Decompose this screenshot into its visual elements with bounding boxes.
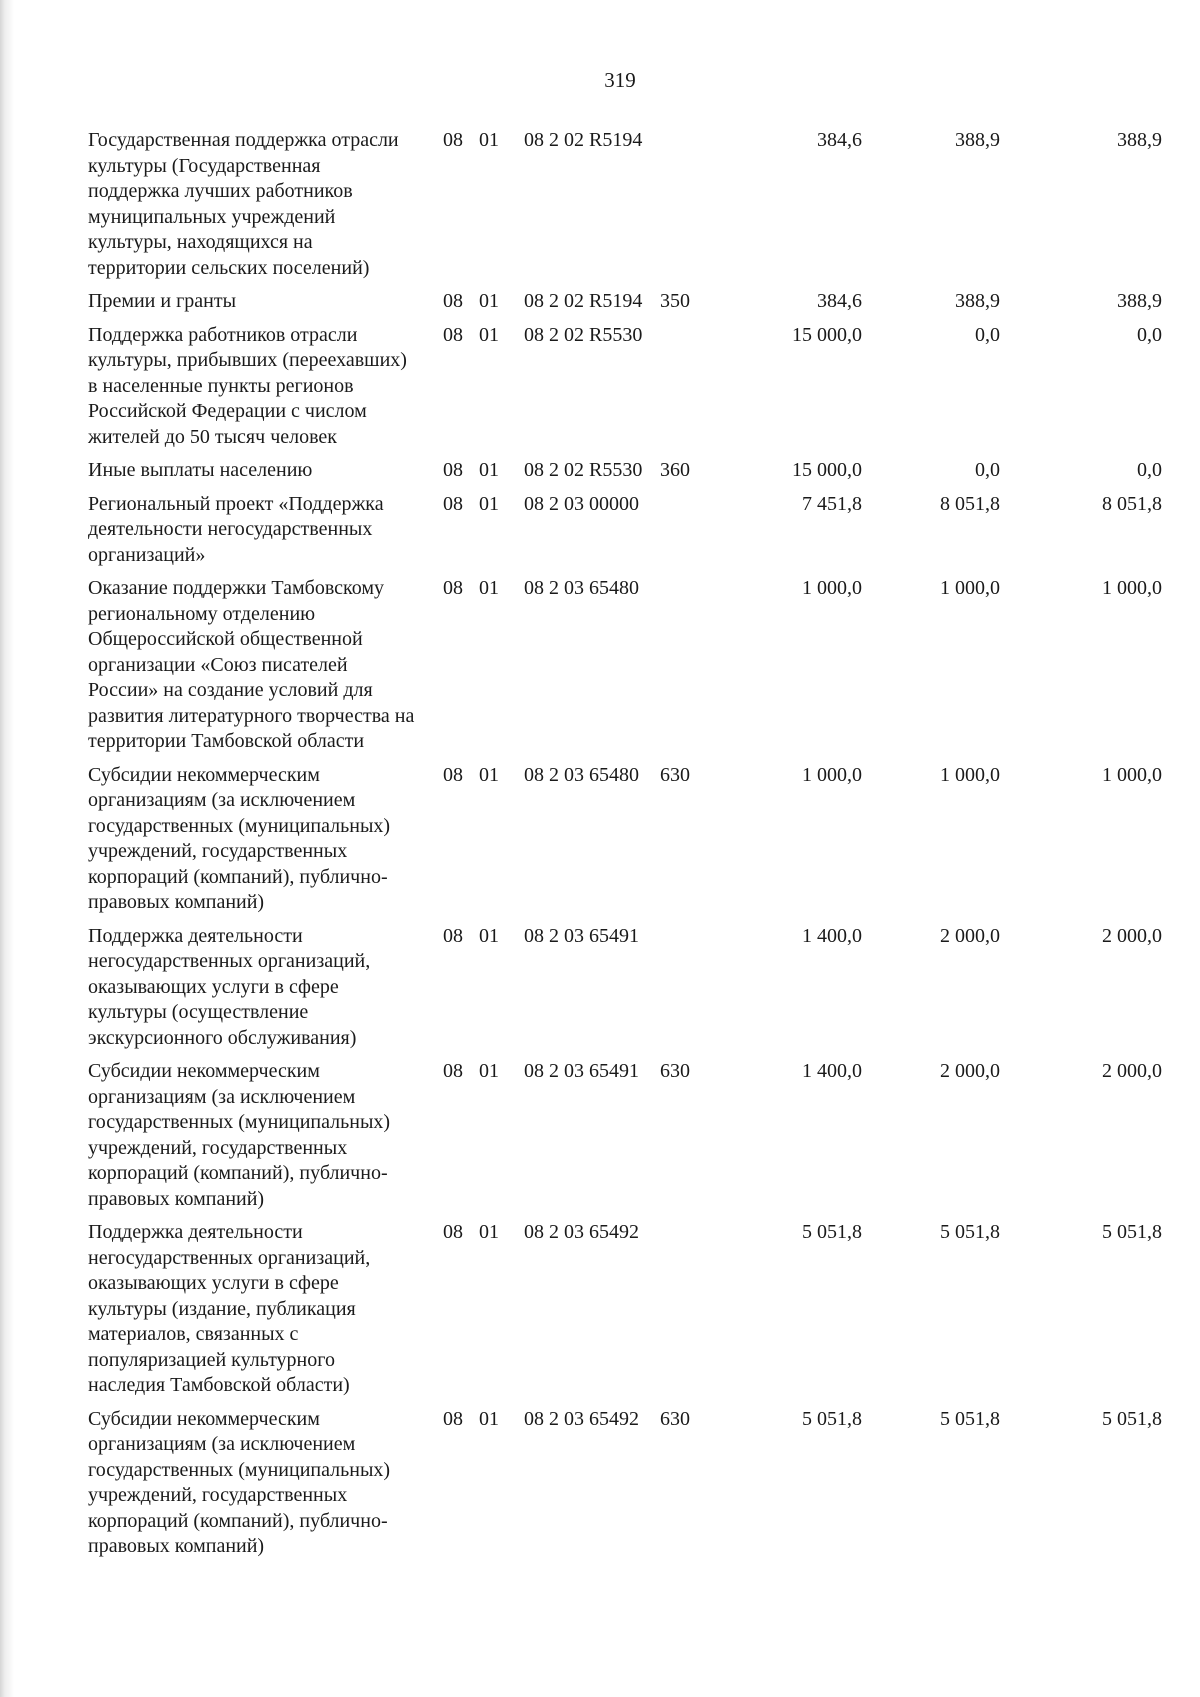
table-row bbox=[88, 458, 1162, 492]
row-expense-type-code bbox=[660, 492, 708, 577]
row-amount-year-1: 1 000,0 bbox=[802, 577, 862, 599]
row-name: Оказание поддержки Тамбовскому региональному отделению Общероссийской общественной организации «Союз писателей России» на создание условий для развития литературного творчества на территории Тамбовской области bbox=[88, 577, 415, 752]
row-subsection-code: 01 bbox=[479, 1221, 499, 1243]
row-name: Субсидии некоммерческим организациям (за исключением государственных (муниципальных) учреждений, государственных корпораций (компаний), публично- правовых компаний) bbox=[88, 1407, 391, 1557]
row-amount-year-3: 388,9 bbox=[1117, 290, 1162, 312]
row-subsection-code: 01 bbox=[479, 290, 499, 312]
row-amount-year-2: 1 000,0 bbox=[940, 577, 1000, 599]
row-target-article-code: 08 2 02 R5530 bbox=[524, 323, 643, 346]
row-amount-year-1: 7 451,8 bbox=[802, 492, 862, 515]
row-name: Поддержка деятельности негосударственных организаций, оказывающих услуги в сфере культуры (издание, публикация материалов, связанных с популяризацией культурного наследия Тамбовской области) bbox=[88, 1221, 371, 1396]
table-row bbox=[88, 492, 1162, 577]
row-amount-year-1: 5 051,8 bbox=[802, 1221, 862, 1243]
row-subsection-code: 01 bbox=[479, 577, 499, 599]
row-name: Поддержка деятельности негосударственных организаций, оказывающих услуги в сфере культуры (осуществление экскурсионного обслуживания) bbox=[88, 924, 371, 1049]
scan-edge-shadow bbox=[0, 0, 14, 1697]
row-expense-type-code: 630 bbox=[660, 1407, 690, 1430]
row-section-code: 08 bbox=[443, 1407, 463, 1430]
row-amount-year-3: 0,0 bbox=[1137, 459, 1162, 481]
row-amount-year-1: 384,6 bbox=[817, 290, 862, 312]
row-amount-year-1: 15 000,0 bbox=[792, 323, 862, 346]
row-target-article-code: 08 2 03 65480 bbox=[524, 763, 639, 786]
row-subsection-code: 01 bbox=[479, 492, 499, 515]
row-amount-year-1: 1 400,0 bbox=[802, 1060, 862, 1082]
row-amount-year-1: 384,6 bbox=[817, 129, 862, 151]
row-section-code: 08 bbox=[443, 1221, 463, 1243]
row-expense-type-code: 630 bbox=[660, 763, 690, 786]
row-expense-type-code bbox=[660, 323, 708, 459]
row-name: Иные выплаты населению bbox=[88, 459, 313, 481]
row-name: Региональный проект «Поддержка деятельности негосударственных организаций» bbox=[88, 492, 384, 566]
row-amount-year-2: 388,9 bbox=[955, 290, 1000, 312]
row-subsection-code: 01 bbox=[479, 1407, 499, 1430]
row-amount-year-3: 2 000,0 bbox=[1102, 924, 1162, 947]
table-row bbox=[88, 763, 1162, 924]
row-amount-year-2: 0,0 bbox=[975, 459, 1000, 481]
row-section-code: 08 bbox=[443, 1060, 463, 1082]
row-subsection-code: 01 bbox=[479, 323, 499, 346]
row-amount-year-3: 2 000,0 bbox=[1102, 1060, 1162, 1082]
row-amount-year-2: 5 051,8 bbox=[940, 1407, 1000, 1430]
row-target-article-code: 08 2 03 65492 bbox=[524, 1221, 639, 1243]
row-target-article-code: 08 2 03 65491 bbox=[524, 924, 639, 947]
row-section-code: 08 bbox=[443, 763, 463, 786]
row-section-code: 08 bbox=[443, 129, 463, 151]
row-target-article-code: 08 2 02 R5194 bbox=[524, 129, 643, 151]
table-row bbox=[88, 1407, 1162, 1568]
table-row bbox=[88, 323, 1162, 459]
row-amount-year-3: 1 000,0 bbox=[1102, 763, 1162, 786]
table-row bbox=[88, 128, 1162, 289]
row-amount-year-2: 1 000,0 bbox=[940, 763, 1000, 786]
row-amount-year-1: 15 000,0 bbox=[792, 459, 862, 481]
table-row bbox=[88, 576, 1162, 763]
row-expense-type-code bbox=[660, 576, 708, 763]
row-section-code: 08 bbox=[443, 459, 463, 481]
row-amount-year-1: 1 000,0 bbox=[802, 763, 862, 786]
row-amount-year-2: 2 000,0 bbox=[940, 1060, 1000, 1082]
row-subsection-code: 01 bbox=[479, 459, 499, 481]
row-expense-type-code: 350 bbox=[660, 290, 690, 312]
row-amount-year-3: 1 000,0 bbox=[1102, 577, 1162, 599]
row-section-code: 08 bbox=[443, 924, 463, 947]
row-section-code: 08 bbox=[443, 492, 463, 515]
row-amount-year-2: 5 051,8 bbox=[940, 1221, 1000, 1243]
page-number: 319 bbox=[604, 68, 636, 92]
row-subsection-code: 01 bbox=[479, 763, 499, 786]
row-amount-year-3: 388,9 bbox=[1117, 129, 1162, 151]
row-section-code: 08 bbox=[443, 323, 463, 346]
row-amount-year-2: 8 051,8 bbox=[940, 492, 1000, 515]
table-row bbox=[88, 924, 1162, 1060]
row-name: Поддержка работников отрасли культуры, прибывших (переехавших) в населенные пункты регионов Российской Федерации с числом жителей до 50 тысяч человек bbox=[88, 323, 407, 448]
row-name: Премии и гранты bbox=[88, 290, 237, 312]
row-amount-year-2: 0,0 bbox=[975, 323, 1000, 346]
row-expense-type-code bbox=[660, 1220, 708, 1407]
row-target-article-code: 08 2 03 65491 bbox=[524, 1060, 639, 1082]
row-subsection-code: 01 bbox=[479, 129, 499, 151]
row-subsection-code: 01 bbox=[479, 1060, 499, 1082]
row-amount-year-3: 0,0 bbox=[1137, 323, 1162, 346]
table-row bbox=[88, 1059, 1162, 1220]
row-expense-type-code bbox=[660, 924, 708, 1060]
row-amount-year-1: 1 400,0 bbox=[802, 924, 862, 947]
row-expense-type-code bbox=[660, 128, 708, 289]
row-amount-year-3: 8 051,8 bbox=[1102, 492, 1162, 515]
row-name: Государственная поддержка отрасли культуры (Государственная поддержка лучших работников муниципальных учреждений культуры, находящихся на территории сельских поселений) bbox=[88, 129, 399, 279]
row-amount-year-3: 5 051,8 bbox=[1102, 1221, 1162, 1243]
row-section-code: 08 bbox=[443, 290, 463, 312]
row-name: Субсидии некоммерческим организациям (за исключением государственных (муниципальных) учреждений, государственных корпораций (компаний), публично- правовых компаний) bbox=[88, 1060, 391, 1210]
row-amount-year-1: 5 051,8 bbox=[802, 1407, 862, 1430]
row-expense-type-code: 360 bbox=[660, 459, 690, 481]
row-name: Субсидии некоммерческим организациям (за исключением государственных (муниципальных) учреждений, государственных корпораций (компаний), публично- правовых компаний) bbox=[88, 763, 391, 913]
budget-table bbox=[88, 128, 1162, 1568]
row-target-article-code: 08 2 03 65480 bbox=[524, 577, 639, 599]
row-amount-year-2: 2 000,0 bbox=[940, 924, 1000, 947]
row-amount-year-2: 388,9 bbox=[955, 129, 1000, 151]
row-target-article-code: 08 2 03 00000 bbox=[524, 492, 639, 515]
row-target-article-code: 08 2 02 R5530 bbox=[524, 459, 643, 481]
row-subsection-code: 01 bbox=[479, 924, 499, 947]
row-target-article-code: 08 2 03 65492 bbox=[524, 1407, 639, 1430]
row-target-article-code: 08 2 02 R5194 bbox=[524, 290, 643, 312]
row-section-code: 08 bbox=[443, 577, 463, 599]
table-row bbox=[88, 1220, 1162, 1407]
row-amount-year-3: 5 051,8 bbox=[1102, 1407, 1162, 1430]
row-expense-type-code: 630 bbox=[660, 1060, 690, 1082]
table-row bbox=[88, 289, 1162, 323]
